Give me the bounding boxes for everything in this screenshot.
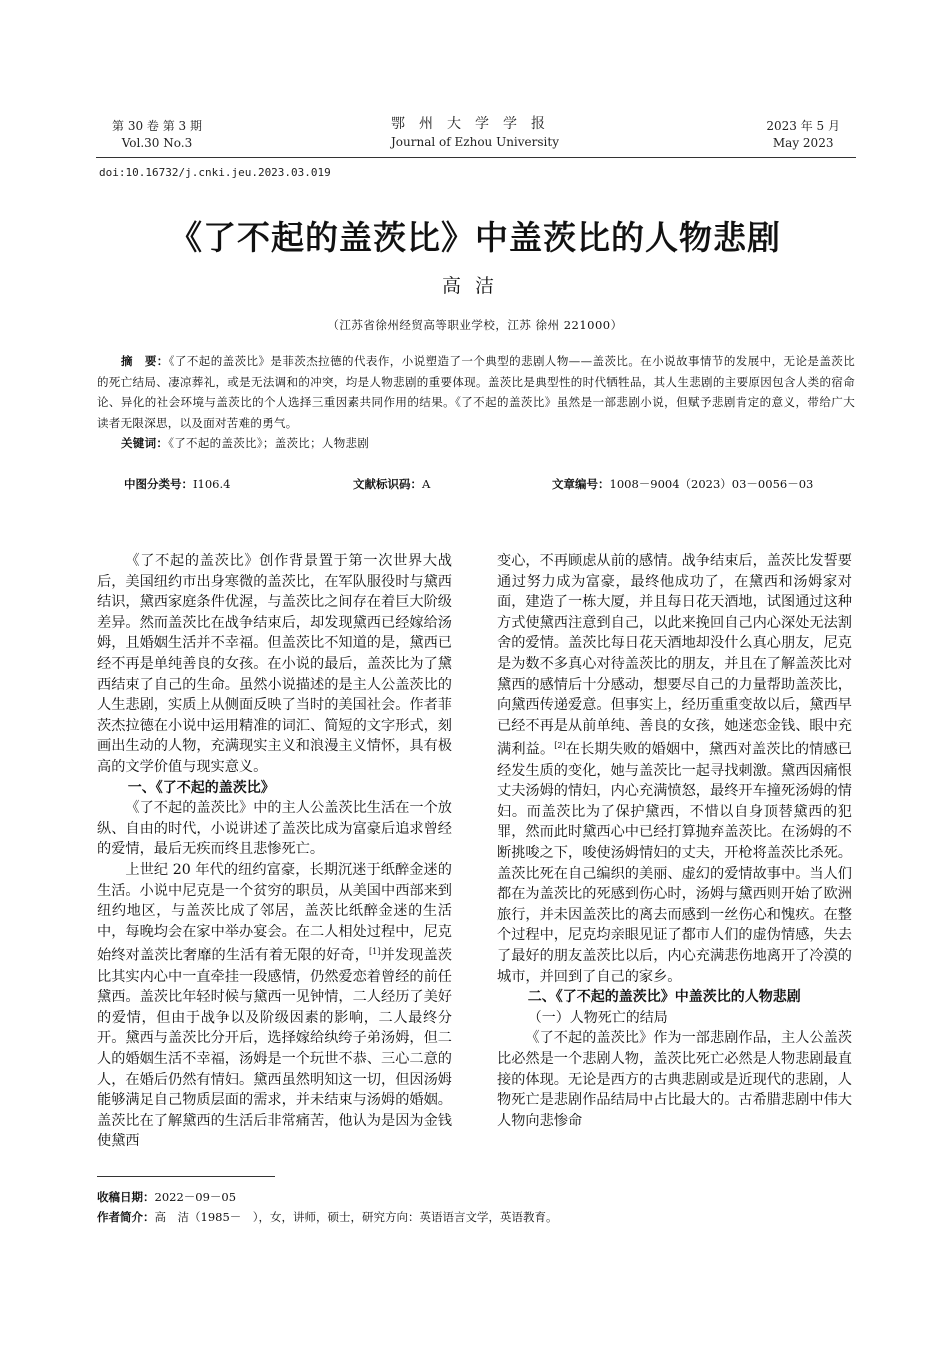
received-date-value: 2022－09－05: [154, 1190, 237, 1204]
section-heading-1: 一、《了不起的盖茨比》: [127, 779, 275, 796]
abstract-block: [97, 351, 855, 454]
paragraph: [497, 551, 852, 987]
journal-name: [300, 114, 650, 151]
article-number-label: 文章编号：: [552, 477, 610, 491]
body-right-column: [497, 551, 852, 1131]
paragraph: 《了不起的盖茨比》作为一部悲剧作品，主人公盖茨比必然是一个悲剧人物，盖茨比死亡必然是人物悲剧最直接的体现。无论是西方的古典悲剧或是近现代的悲剧，人物死亡是悲剧作品结局中占比最大的。古希腊悲剧中伟大人物向悲惨命: [497, 1030, 852, 1129]
journal-name-cn: 鄂州大学学报: [391, 116, 559, 132]
volume-issue-en: Vol.30 No.3: [121, 136, 193, 150]
article-number: [552, 476, 813, 492]
received-date-label: 收稿日期：: [97, 1190, 155, 1204]
document-code: [353, 476, 430, 492]
paragraph-text: 并发现盖茨比其实内心中一直牵挂一段感情，仍然爱恋着曾经的前任黛西。盖茨比年轻时候与黛西一见钟情，二人经历了美好的爱情，但由于战争以及阶级因素的影响，二人最终分开。黛西与盖茨比分开后，选择嫁给纨绔子弟汤姆，但二人的婚姻生活不幸福，汤姆是一个玩世不恭、三心二意的人，在婚后仍然有情妇。黛西虽然明知这一切，但因汤姆能够满足自己物质层面的需求，并未结束与汤姆的婚姻。盖茨比在了解黛西的生活后非常痛苦，他认为是因为金钱使黛西: [97, 948, 452, 1150]
author-bio-text: 高 洁（1985－ ），女，讲师，硕士，研究方向：英语语言文学，英语教育。: [154, 1210, 558, 1224]
paragraph-text: 在长期失败的婚姻中，黛西对盖茨比的情感已经发生质的变化，她与盖茨比一起寻找刺激。黛西因痛恨丈夫汤姆的情妇，内心充满愤怒，最终开车撞死汤姆的情妇。而盖茨比为了保护黛西，不惜以自身顶替黛西的犯罪，然而此时黛西心中已经打算抛弃盖茨比。在汤姆的不断挑唆之下，唆使汤姆情妇的丈夫，开枪将盖茨比杀死。盖茨比死在自己编织的美丽、虚幻的爱情故事中。当人们都在为盖茨比的死感到伤心时，汤姆与黛西则开始了欧洲旅行，并未因盖茨比的离去而感到一丝伤心和愧疚。在整个过程中，尼克均亲眼见证了都市人们的虚伪情感，失去了最好的朋友盖茨比以后，内心充满悲伤地离开了冷漠的城市，并回到了自己的家乡。: [497, 742, 852, 985]
publication-date: [766, 118, 840, 152]
doi[interactable]: doi:10.16732/j.cnki.jeu.2023.03.019: [99, 166, 331, 179]
author-name: 高洁: [441, 275, 508, 297]
keywords-text: 《了不起的盖茨比》；盖茨比；人物悲剧: [168, 436, 370, 450]
citation-ref[interactable]: [2]: [554, 741, 566, 751]
citation-ref[interactable]: [1]: [369, 947, 381, 957]
footnote-rule: [97, 1176, 275, 1177]
document-code-label: 文献标识码：: [353, 477, 422, 491]
article-number-value: 1008－9004（2023）03－0056－03: [609, 477, 814, 491]
abstract-text: 《了不起的盖茨比》是菲茨杰拉德的代表作，小说塑造了一个典型的悲剧人物——盖茨比。在小说故事情节的发展中，无论是盖茨比的死亡结局、凄凉葬礼，或是无法调和的冲突，均是人物悲剧的重要体现。盖茨比是典型性的时代牺牲品，其人生悲剧的主要原因包含人类的宿命论、异化的社会环境与盖茨比的个人选择三重因素共同作用的结果。《了不起的盖茨比》虽然是一部悲剧小说，但赋予悲剧肯定的意义，带给广大读者无限深思，以及面对苦难的勇气。: [97, 354, 855, 430]
author-affiliation: （江苏省徐州经贸高等职业学校，江苏 徐州 221000）: [327, 318, 623, 332]
paragraph: [97, 860, 452, 1152]
article-title: 《了不起的盖茨比》中盖茨比的人物悲剧: [169, 218, 781, 257]
author-bio-label: 作者简介：: [97, 1210, 155, 1224]
author-bio: [97, 1208, 855, 1226]
clc-label: 中图分类号：: [124, 477, 193, 491]
publication-date-cn: 2023 年 5 月: [766, 119, 840, 133]
section-heading-2: 二、《了不起的盖茨比》中盖茨比的人物悲剧: [527, 989, 801, 1006]
document-code-value: A: [422, 477, 431, 491]
clc-number: [124, 476, 230, 492]
body-left-column: [97, 551, 452, 1152]
keywords: [97, 433, 855, 454]
paragraph-text: 上世纪 20 年代的纽约富豪，长期沉迷于纸醉金迷的生活。小说中尼克是一个贫穷的职员，从美国中西部来到纽约地区，与盖茨比成了邻居，盖茨比纸醉金迷的生活中，每晚均会在家中举办宴会。在二人相处过程中，尼克始终对盖茨比奢靡的生活有着无限的好奇，: [97, 861, 452, 965]
paragraph: 《了不起的盖茨比》创作背景置于第一次世界大战后，美国纽约市出身寒微的盖茨比，在军队服役时与黛西结识，黛西家庭条件优渥，与盖茨比之间存在着巨大阶级差异。然而盖茨比在战争结束后，却发现黛西已经嫁给汤姆，且婚姻生活并不幸福。但盖茨比不知道的是，黛西已经不再是单纯善良的女孩。在小说的最后，盖茨比为了黛西结束了自己的生命。虽然小说描述的是主人公盖茨比的人生悲剧，实质上从侧面反映了当时的美国社会。作者菲茨杰拉德在小说中运用精准的词汇、简短的文字形式，刻画出生动的人物，充满现实主义和浪漫主义情怀，具有极高的文学价值与现实意义。: [97, 553, 452, 775]
header-rule: [96, 157, 856, 158]
abstract: [97, 351, 855, 433]
volume-issue: [112, 118, 202, 152]
keywords-label: 关键词：: [121, 436, 169, 450]
paragraph: 《了不起的盖茨比》中的主人公盖茨比生活在一个放纵、自由的时代，小说讲述了盖茨比成为富豪后追求曾经的爱情，最后无疾而终且悲惨死亡。: [97, 800, 452, 858]
clc-value: I106.4: [193, 477, 231, 491]
volume-issue-cn: 第 30 卷 第 3 期: [112, 119, 202, 133]
publication-date-en: May 2023: [772, 136, 834, 150]
abstract-label: 摘 要：: [121, 354, 169, 368]
journal-name-en: Journal of Ezhou University: [391, 135, 559, 149]
received-date: [97, 1188, 855, 1206]
paragraph-text: 变心，不再顾虑从前的感情。战争结束后，盖茨比发誓要通过努力成为富豪，最终他成功了，在黛西和汤姆家对面，建造了一栋大厦，并且每日花天酒地，试图通过这种方式使黛西注意到自己，以此来挽回自己内心深处无法割舍的爱情。盖茨比每日花天酒地却没什么真心朋友，尼克是为数不多真心对待盖茨比的朋友，并且在了解盖茨比对黛西的感情后十分感动，想要尽自己的力量帮助盖茨比，向黛西传递爱意。但事实上，经历重重变故以后，黛西早已经不再是从前单纯、善良的女孩，她迷恋金钱、眼中充满利益。: [497, 553, 852, 759]
subsection-heading: （一）人物死亡的结局: [527, 1009, 668, 1026]
